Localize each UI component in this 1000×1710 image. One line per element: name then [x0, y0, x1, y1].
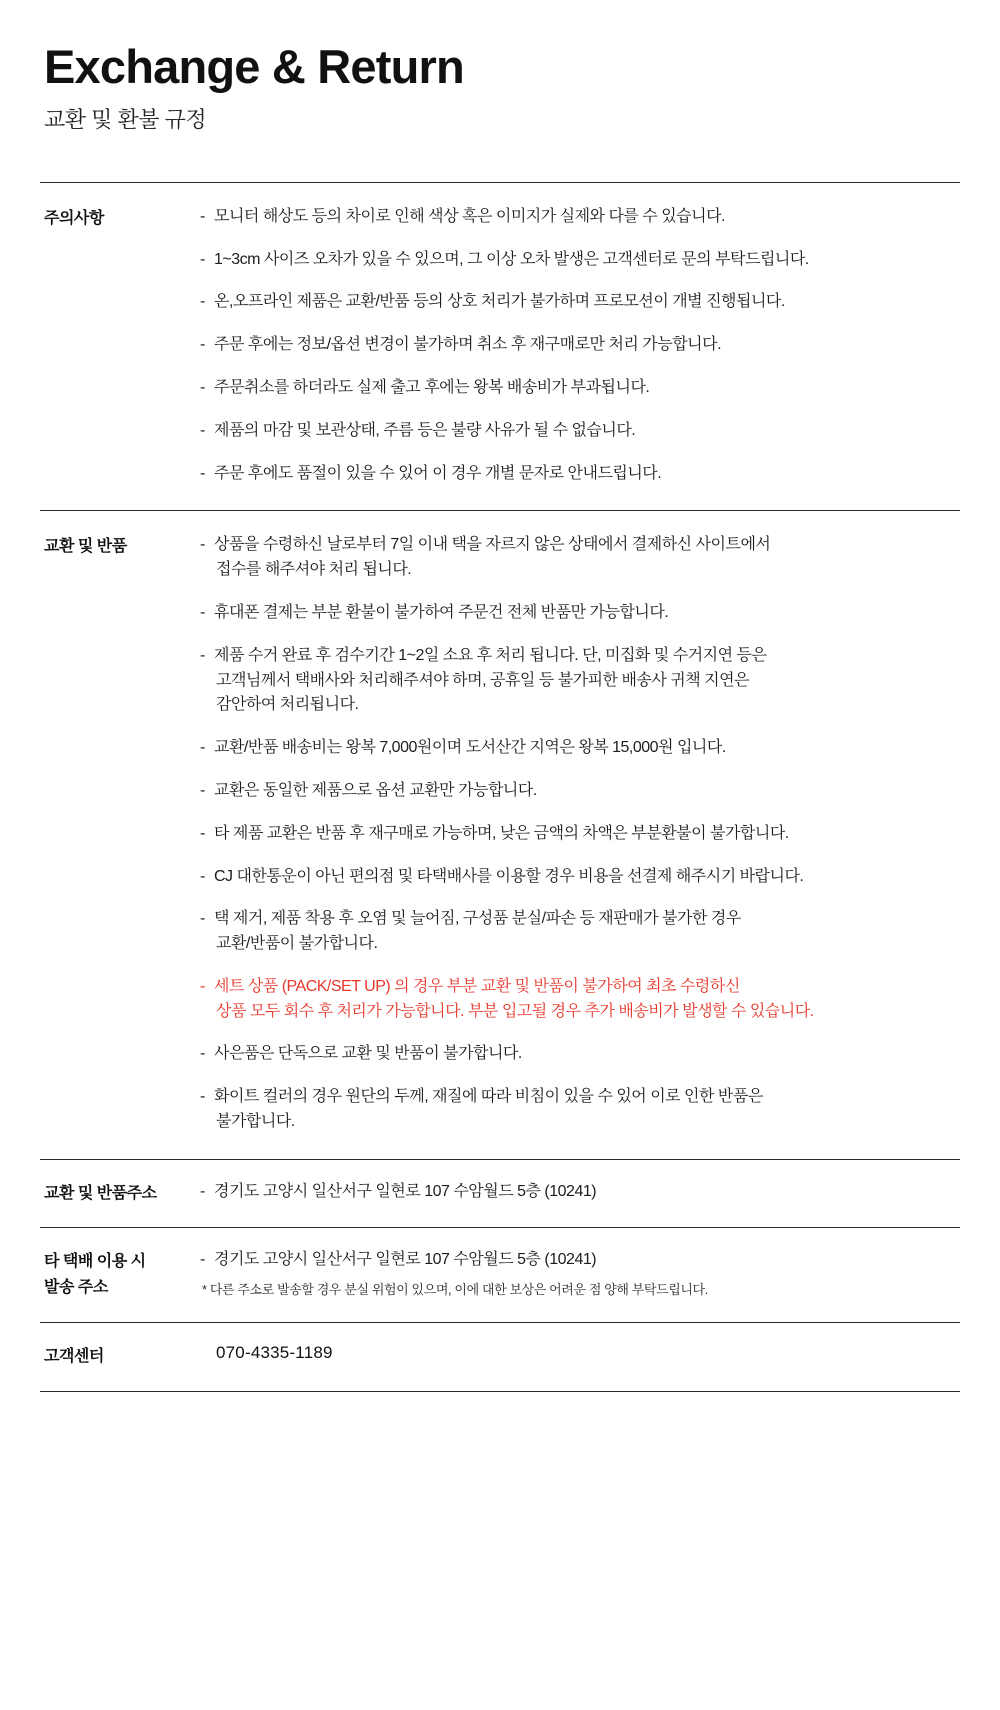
policy-item-text: [214, 419, 954, 444]
policy-item-text: [214, 644, 954, 718]
policy-item: [200, 822, 954, 847]
policy-item-line: 경기도 고양시 일산서구 일현로 107 수암월드 5층 (10241): [214, 1182, 597, 1200]
bullet-dash: -: [200, 1182, 205, 1200]
policy-item: [200, 907, 954, 957]
policy-item-line: 상품을 수령하신 날로부터 7일 이내 택을 자르지 않은 상태에서 결제하신 사이트에서: [214, 536, 771, 554]
policy-item-line: 사은품은 단독으로 교환 및 반품이 불가합니다.: [214, 1045, 522, 1063]
policy-item-text: [214, 248, 954, 273]
bullet-dash: -: [200, 739, 205, 757]
bullet-dash: -: [200, 336, 205, 354]
policy-item: [200, 333, 954, 358]
policy-section: [40, 511, 960, 1160]
policy-item-line: 감안하여 처리됩니다.: [216, 696, 359, 714]
policy-item-line: 세트 상품 (PACK/SET UP) 의 경우 부분 교환 및 반품이 불가하여 최초 수령하신: [214, 977, 740, 995]
bullet-dash: -: [200, 977, 205, 995]
policy-item-line: 접수를 해주셔야 처리 됩니다.: [216, 561, 412, 579]
policy-item-text: [214, 205, 954, 230]
section-label-line: 타 택배 이용 시: [44, 1253, 146, 1271]
bullet-dash: -: [200, 207, 205, 225]
customer-center-label: 고객센터: [44, 1348, 104, 1366]
bullet-dash: -: [200, 536, 205, 554]
policy-item-text: [214, 533, 954, 583]
section-body: [200, 533, 960, 1135]
bullet-dash: -: [200, 867, 205, 885]
bullet-dash: -: [200, 824, 205, 842]
page-title: Exchange & Return: [44, 40, 464, 93]
customer-center-section: [40, 1323, 960, 1392]
policy-table: [40, 182, 960, 1392]
policy-item: [200, 290, 954, 315]
policy-item-line: 교환/반품이 불가합니다.: [216, 935, 378, 953]
bullet-dash: -: [200, 293, 205, 311]
policy-item-line: 경기도 고양시 일산서구 일현로 107 수암월드 5층 (10241): [214, 1251, 597, 1269]
policy-item-line: 타 제품 교환은 반품 후 재구매로 가능하며, 낮은 금액의 차액은 부분환불이 불가합니다.: [214, 824, 789, 842]
customer-center-body: [200, 1343, 960, 1363]
section-label-line: 교환 및 반품주소: [44, 1184, 157, 1202]
policy-item: [200, 1085, 954, 1135]
policy-item-line: 주문 후에는 정보/옵션 변경이 불가하며 취소 후 재구매로만 처리 가능합니다.: [214, 336, 722, 354]
policy-section: [40, 183, 960, 512]
policy-item-text: [214, 1042, 954, 1067]
policy-item-text: [214, 736, 954, 761]
policy-item-text: [214, 1085, 954, 1135]
section-label-line: 교환 및 반품: [44, 538, 127, 556]
policy-item-text: [214, 1248, 954, 1273]
policy-item-line: 모니터 해상도 등의 차이로 인해 색상 혹은 이미지가 실제와 다를 수 있습니다.: [214, 207, 725, 225]
section-body: [200, 1180, 960, 1205]
section-body: [200, 1248, 960, 1301]
bullet-dash: -: [200, 250, 205, 268]
bullet-dash: -: [200, 1251, 205, 1269]
section-label: [40, 533, 200, 560]
policy-item-text: [214, 822, 954, 847]
section-label: [40, 205, 200, 232]
bullet-dash: -: [200, 781, 205, 799]
policy-item: [200, 1042, 954, 1067]
policy-item-line: 제품 수거 완료 후 검수기간 1~2일 소요 후 처리 됩니다. 단, 미집화 및 수거지연 등은: [214, 646, 767, 664]
section-body: [200, 205, 960, 487]
policy-item: [200, 205, 954, 230]
policy-item-text: [214, 333, 954, 358]
bullet-dash: -: [200, 421, 205, 439]
policy-section: [40, 1228, 960, 1323]
policy-item-line: 교환/반품 배송비는 왕복 7,000원이며 도서산간 지역은 왕복 15,000원 입니다.: [214, 739, 726, 757]
policy-item-text: [214, 376, 954, 401]
policy-item: [200, 533, 954, 583]
policy-item-line: 주문 후에도 품절이 있을 수 있어 이 경우 개별 문자로 안내드립니다.: [214, 464, 662, 482]
policy-item-text: [214, 601, 954, 626]
policy-item-line: 화이트 컬러의 경우 원단의 두께, 재질에 따라 비침이 있을 수 있어 이로 인한 반품은: [214, 1088, 763, 1106]
policy-item: [200, 779, 954, 804]
policy-item-text: [214, 290, 954, 315]
policy-item: [200, 601, 954, 626]
policy-section: [40, 1160, 960, 1229]
policy-item: [200, 975, 954, 1025]
policy-item-line: 온,오프라인 제품은 교환/반품 등의 상호 처리가 불가하며 프로모션이 개별 진행됩니다.: [214, 293, 785, 311]
policy-item-text: [214, 975, 954, 1025]
bullet-dash: -: [200, 1088, 205, 1106]
policy-item: [200, 865, 954, 890]
section-label-line: 주의사항: [44, 209, 104, 227]
policy-item: [200, 644, 954, 718]
bullet-dash: -: [200, 1045, 205, 1063]
policy-item-line: 주문취소를 하더라도 실제 출고 후에는 왕복 배송비가 부과됩니다.: [214, 378, 650, 396]
policy-item: [200, 736, 954, 761]
policy-item-text: [214, 1180, 954, 1205]
bullet-dash: -: [200, 910, 205, 928]
section-note: * 다른 주소로 발송할 경우 분실 위험이 있으며, 이에 대한 보상은 어려운 점 양해 부탁드립니다.: [202, 1282, 708, 1298]
bullet-dash: -: [200, 646, 205, 664]
policy-item: [200, 1180, 954, 1205]
page-header: [40, 42, 960, 134]
policy-item-line: 불가합니다.: [216, 1113, 295, 1131]
bullet-dash: -: [200, 378, 205, 396]
policy-item-line: 제품의 마감 및 보관상태, 주름 등은 불량 사유가 될 수 없습니다.: [214, 421, 636, 439]
policy-item-text: [214, 865, 954, 890]
policy-item: [200, 462, 954, 487]
policy-item-text: [214, 779, 954, 804]
policy-item-line: 고객님께서 택배사와 처리해주셔야 하며, 공휴일 등 불가피한 배송사 귀책 지연은: [216, 671, 750, 689]
policy-item: [200, 419, 954, 444]
customer-center-phone[interactable]: 070-4335-1189: [216, 1343, 333, 1363]
policy-item: [200, 1248, 954, 1273]
bullet-dash: -: [200, 464, 205, 482]
policy-item: [200, 248, 954, 273]
policy-item-line: CJ 대한통운이 아닌 편의점 및 타택배사를 이용할 경우 비용을 선결제 해주시기 바랍니다.: [214, 867, 804, 885]
page-subtitle: 교환 및 환불 규정: [44, 106, 207, 132]
policy-item-line: 교환은 동일한 제품으로 옵션 교환만 가능합니다.: [214, 781, 537, 799]
policy-item: [200, 376, 954, 401]
policy-item-text: [214, 462, 954, 487]
policy-item-line: 상품 모두 회수 후 처리가 가능합니다. 부분 입고될 경우 추가 배송비가 발생할 수 있습니다.: [216, 1002, 814, 1020]
section-label-line: 발송 주소: [44, 1279, 108, 1297]
section-label: [40, 1248, 200, 1300]
section-label: [40, 1180, 200, 1207]
policy-item-line: 1~3cm 사이즈 오차가 있을 수 있으며, 그 이상 오차 발생은 고객센터로 문의 부탁드립니다.: [214, 250, 809, 268]
policy-item-line: 택 제거, 제품 착용 후 오염 및 늘어짐, 구성품 분실/파손 등 재판매가 불가한 경우: [214, 910, 741, 928]
policy-item-text: [214, 907, 954, 957]
bullet-dash: -: [200, 603, 205, 621]
policy-item-line: 휴대폰 결제는 부분 환불이 불가하여 주문건 전체 반품만 가능합니다.: [214, 603, 669, 621]
